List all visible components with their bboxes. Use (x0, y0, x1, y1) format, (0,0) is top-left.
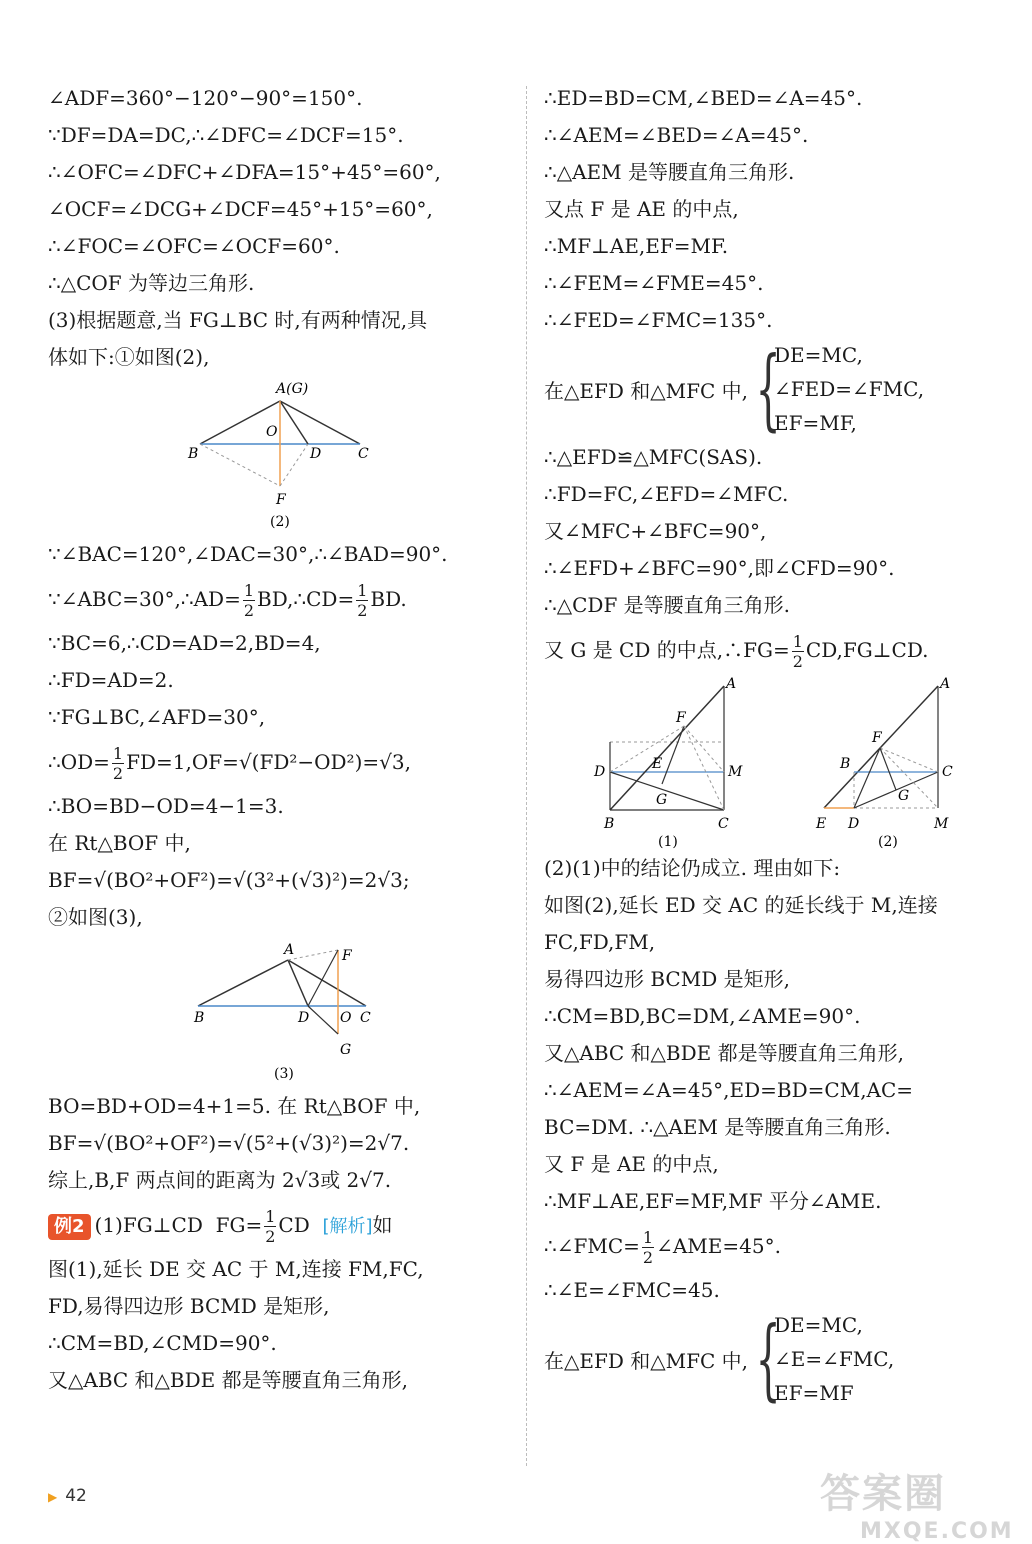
text-part: 又 G 是 CD 的中点,∴FG= (544, 638, 790, 662)
text-line: ∵BC=6,∴CD=AD=2,BD=4, (48, 631, 321, 655)
text-part: CD,FG⊥CD. (805, 638, 929, 662)
text-line: 体如下:①如图(2), (48, 345, 210, 369)
fraction (792, 632, 804, 671)
numerator: 1 (792, 632, 803, 651)
denominator: 2 (792, 652, 803, 671)
figB-caption: (2) (878, 834, 898, 850)
text-line: 又△ABC 和△BDE 都是等腰直角三角形, (48, 1368, 408, 1392)
text-line: ∴∠EFD+∠BFC=90°,即∠CFD=90°. (544, 556, 895, 580)
page-number (48, 1486, 87, 1506)
text-part: BD,∴CD= (257, 587, 355, 611)
fraction-line (544, 624, 1014, 676)
system-rows (774, 1308, 894, 1410)
text-line: ∴∠AEM=∠A=45°,ED=BD=CM,AC= (544, 1078, 914, 1102)
numerator: 1 (265, 1207, 276, 1226)
fraction (112, 744, 124, 783)
text-line: ∴∠FED=∠FMC=135°. (544, 308, 773, 332)
fraction-line (48, 573, 516, 625)
example-2-line (48, 1199, 516, 1251)
text-line: ②如图(3), (48, 905, 143, 929)
text-part: ∠AME=45°. (656, 1234, 781, 1258)
denominator: 2 (243, 601, 255, 620)
text-line: ∴△EFD≌△MFC(SAS). (544, 445, 763, 469)
figure-3-diagram (48, 936, 516, 1088)
text-line: FD,易得四边形 BCMD 是矩形, (48, 1294, 330, 1318)
text-part: (1)FG⊥CD (94, 1213, 203, 1237)
equation-system-1 (544, 339, 1014, 439)
text-part: FG= (215, 1213, 263, 1237)
fig2-caption: (2) (270, 514, 290, 530)
text-line: ∠OCF=∠DCG+∠DCF=45°+15°=60°, (48, 197, 433, 221)
system-lead: 在△EFD 和△MFC 中, (544, 378, 749, 403)
text-line: ∴∠E=∠FMC=45. (544, 1278, 720, 1302)
text-part: FD=1,OF=√(FD²−OD²)=√3, (126, 750, 411, 774)
system-lead: 在△EFD 和△MFC 中, (544, 1348, 749, 1373)
fig3-caption: (3) (274, 1066, 294, 1082)
text-line: (3)根据题意,当 FG⊥BC 时,有两种情况,具 (48, 308, 428, 332)
denominator: 2 (112, 764, 124, 783)
fraction (642, 1228, 654, 1267)
fig3-label-o: O (340, 1010, 352, 1026)
text-line: ∴∠FEM=∠FME=45°. (544, 271, 764, 295)
text-line: BF=√(BO²+OF²)=√(3²+(√3)²)=2√3; (48, 868, 410, 892)
watermark-logo-text: 答案圈 (820, 1471, 946, 1517)
watermark-url: MXQE.COM (860, 1519, 1014, 1544)
figure-3 (48, 936, 516, 1088)
figure-1-diagram (544, 676, 1014, 850)
figA-label-a: A (726, 676, 737, 692)
figure-2-diagram (48, 376, 516, 536)
text-line: ∴FD=AD=2. (48, 668, 174, 692)
system-row: DE=MC, (774, 343, 863, 367)
figB-label-d: D (848, 816, 860, 832)
text-part: ∵∠ABC=30°,∴AD= (48, 587, 241, 611)
text-line: ∴MF⊥AE,EF=MF. (544, 234, 729, 258)
figA-label-b: B (604, 816, 615, 832)
analysis-tag: [解析] (322, 1216, 373, 1237)
equation-system-2 (544, 1309, 1014, 1409)
page-number-text: 42 (65, 1486, 87, 1506)
fig3-label-g: G (340, 1042, 352, 1058)
fraction (356, 581, 368, 620)
fraction-line (48, 736, 516, 788)
fig3-label-f: F (342, 948, 352, 964)
text-line: ∵DF=DA=DC,∴∠DFC=∠DCF=15°. (48, 123, 404, 147)
system-row: EF=MF, (774, 411, 857, 435)
text-line: 在 Rt△BOF 中, (48, 831, 191, 855)
text-line: 图(1),延长 DE 交 AC 于 M,连接 FM,FC, (48, 1257, 424, 1281)
fig3-label-d: D (298, 1010, 310, 1026)
figA-label-c: C (718, 816, 729, 832)
numerator: 1 (243, 581, 255, 600)
fraction (243, 581, 255, 620)
text-line: BO=BD+OD=4+1=5. 在 Rt△BOF 中, (48, 1094, 421, 1118)
left-column (48, 80, 516, 1399)
fig2-label-o: O (266, 424, 278, 440)
text-part: CD (278, 1213, 310, 1237)
numerator: 1 (357, 581, 368, 600)
text-line: ∴△AEM 是等腰直角三角形. (544, 160, 795, 184)
system-row: EF=MF (774, 1381, 854, 1405)
fig2-label-a: A(G) (276, 381, 309, 397)
numerator: 1 (642, 1228, 654, 1247)
text-line: ∴ED=BD=CM,∠BED=∠A=45°. (544, 86, 863, 110)
system-row: ∠E=∠FMC, (774, 1347, 895, 1371)
text-line: 又△ABC 和△BDE 都是等腰直角三角形, (544, 1041, 904, 1065)
text-line: 如图(2),延长 ED 交 AC 的延长线于 M,连接 (544, 893, 938, 917)
watermark (820, 1462, 1014, 1544)
text-line: ∵FG⊥BC,∠AFD=30°, (48, 705, 266, 729)
text-line: ∴CM=BD,∠CMD=90°. (48, 1331, 277, 1355)
figB-label-f: F (872, 730, 882, 746)
text-line: ∴CM=BD,BC=DM,∠AME=90°. (544, 1004, 861, 1028)
fig2-label-b: B (188, 446, 199, 462)
text-part: ∴OD= (48, 750, 110, 774)
figA-label-m: M (728, 764, 743, 780)
text-line: ∴MF⊥AE,EF=MF,MF 平分∠AME. (544, 1189, 882, 1213)
fraction (264, 1207, 276, 1246)
figB-label-c: C (942, 764, 953, 780)
text-line: BC=DM. ∴△AEM 是等腰直角三角形. (544, 1115, 891, 1139)
text-line: 又点 F 是 AE 的中点, (544, 197, 739, 221)
figB-label-b: B (840, 756, 851, 772)
figA-label-d: D (594, 764, 606, 780)
brace-icon: { (755, 1307, 781, 1410)
fig2-label-f: F (276, 492, 286, 508)
figure-2 (48, 376, 516, 536)
figA-label-f: F (676, 710, 686, 726)
fig2-label-c: C (358, 446, 369, 462)
right-column (544, 80, 1014, 1409)
text-part: BD. (370, 587, 407, 611)
system-rows (774, 338, 924, 440)
text-line: ∴BO=BD−OD=4−1=3. (48, 794, 284, 818)
figB-label-e: E (816, 816, 827, 832)
system-row: DE=MC, (774, 1313, 863, 1337)
text-line: ∴∠AEM=∠BED=∠A=45°. (544, 123, 809, 147)
text-line: 综上,B,F 两点间的距离为 2√3或 2√7. (48, 1168, 392, 1192)
text-line: ∠ADF=360°−120°−90°=150°. (48, 86, 363, 110)
text-line: BF=√(BO²+OF²)=√(5²+(√3)²)=2√7. (48, 1131, 410, 1155)
figA-caption: (1) (658, 834, 678, 850)
text-line: (2)(1)中的结论仍成立. 理由如下: (544, 856, 841, 880)
system-row: ∠FED=∠FMC, (774, 377, 925, 401)
fraction-line (544, 1220, 1014, 1272)
text-line: ∴△CDF 是等腰直角三角形. (544, 593, 791, 617)
example-badge: 例2 (48, 1214, 91, 1240)
triangle-icon: ▶ (48, 1490, 58, 1504)
figB-label-m: M (934, 816, 949, 832)
text-line: ∴FD=FC,∠EFD=∠MFC. (544, 482, 789, 506)
text-line: ∴△COF 为等边三角形. (48, 271, 255, 295)
fig3-label-c: C (360, 1010, 371, 1026)
text-line: 又∠MFC+∠BFC=90°, (544, 519, 767, 543)
text-line: ∵∠BAC=120°,∠DAC=30°,∴∠BAD=90°. (48, 542, 448, 566)
fig2-label-d: D (310, 446, 322, 462)
text-line: FC,FD,FM, (544, 930, 656, 954)
text-part: ∴∠FMC= (544, 1234, 640, 1258)
figA-label-e: E (652, 756, 663, 772)
figures-1-2 (544, 676, 1014, 850)
figB-label-a: A (940, 676, 951, 692)
denominator: 2 (265, 1227, 276, 1246)
text-line: ∴∠OFC=∠DFC+∠DFA=15°+45°=60°, (48, 160, 441, 184)
column-divider (526, 86, 527, 1466)
denominator: 2 (642, 1248, 654, 1267)
fig3-label-b: B (194, 1010, 205, 1026)
text-line: 易得四边形 BCMD 是矩形, (544, 967, 790, 991)
text-line: ∴∠FOC=∠OFC=∠OCF=60°. (48, 234, 340, 258)
figB-label-g: G (898, 788, 910, 804)
text-line: 又 F 是 AE 的中点, (544, 1152, 719, 1176)
figA-label-g: G (656, 792, 668, 808)
text-part: 如 (372, 1213, 393, 1237)
fig3-label-a: A (284, 942, 295, 958)
brace-icon: { (755, 337, 781, 440)
numerator: 1 (112, 744, 124, 763)
denominator: 2 (357, 601, 368, 620)
